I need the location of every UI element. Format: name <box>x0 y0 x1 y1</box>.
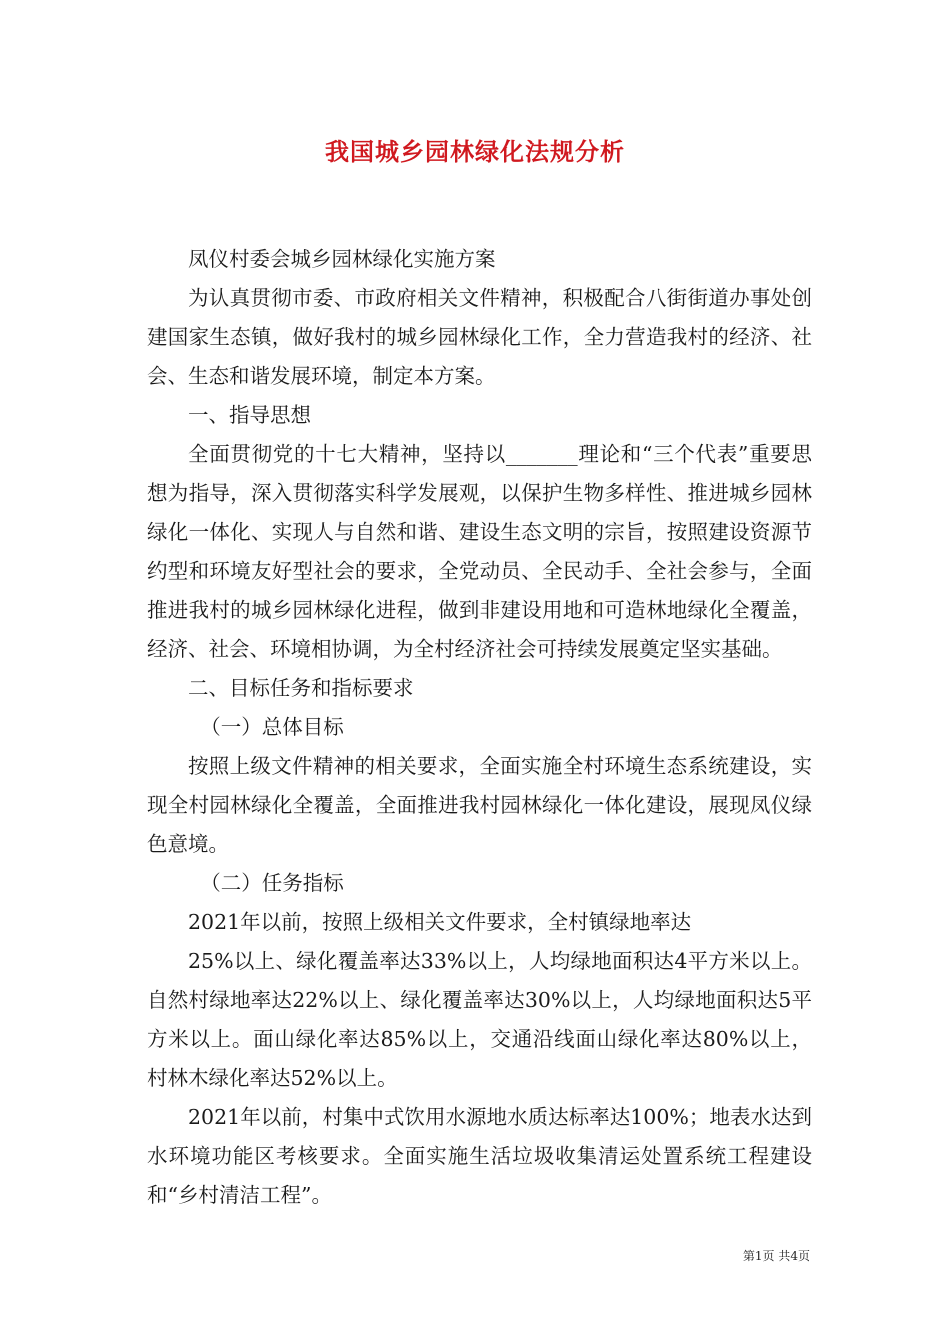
page-number: 第1页 共4页 <box>742 1249 810 1263</box>
section-heading-guiding-ideology: 一、指导思想 <box>188 403 311 427</box>
overall-goal-paragraph: 按照上级文件精神的相关要求，全面实施全村环境生态系统建设，实现全村园林绿化全覆盖，全面推进我村园林绿化一体化建设，展现凤仪绿色意境。 <box>147 754 812 856</box>
plan-heading: 凤仪村委会城乡园林绿化实施方案 <box>188 247 496 271</box>
task-indicators-paragraph: 25%以上、绿化覆盖率达33%以上，人均绿地面积达4平方米以上。自然村绿地率达22%以上、绿化覆盖率达30%以上，人均绿地面积达5平方米以上。面山绿化率达85%以上，交通沿线面山绿化率达80%以上，村林木绿化率达52%以上。 <box>147 949 812 1090</box>
intro-paragraph: 为认真贯彻市委、市政府相关文件精神，积极配合八街街道办事处创建国家生态镇，做好我村的城乡园林绿化工作，全力营造我村的经济、社会、生态和谐发展环境，制定本方案。 <box>147 286 812 388</box>
guiding-ideology-paragraph: 全面贯彻党的十七大精神，坚持以_______理论和“三个代表”重要思想为指导，深入贯彻落实科学发展观，以保护生物多样性、推进城乡园林绿化一体化、实现人与自然和谐、建设生态文明的宗旨，按照建设资源节约型和环境友好型社会的要求，全党动员、全民动手、全社会参与，全面推进我村的城乡园林绿化进程，做到非建设用地和可造林地绿化全覆盖，经济、社会、环境相协调，为全村经济社会可持续发展奠定坚实基础。 <box>147 442 812 661</box>
document-body <box>147 240 812 1215</box>
subsection-heading-overall-goal: （一）总体目标 <box>200 715 344 739</box>
water-quality-paragraph: 2021年以前，村集中式饮用水源地水质达标率达100%；地表水达到水环境功能区考核要求。全面实施生活垃圾收集清运处置系统工程建设和“乡村清洁工程”。 <box>147 1105 812 1207</box>
subsection-heading-task-indicators: （二）任务指标 <box>200 871 344 895</box>
document-title: 我国城乡园林绿化法规分析 <box>325 137 625 166</box>
section-heading-goals: 二、目标任务和指标要求 <box>188 676 414 700</box>
task-indicators-line: 2021年以前，按照上级相关文件要求，全村镇绿地率达 <box>188 910 692 934</box>
